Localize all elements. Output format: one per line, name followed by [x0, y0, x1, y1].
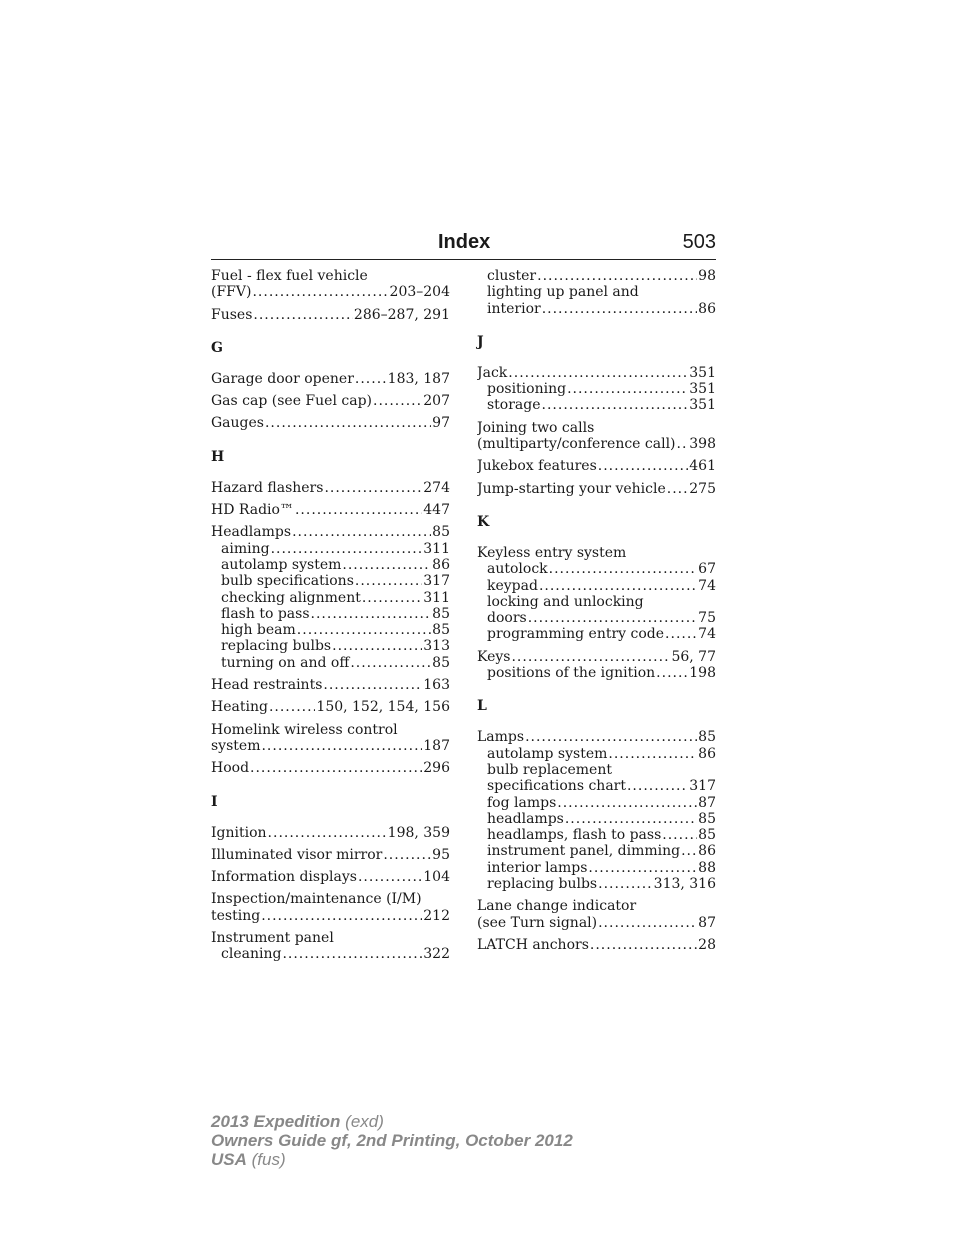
index-term: replacing bulbs	[487, 876, 598, 893]
dot-leader	[542, 397, 689, 413]
dot-leader	[665, 626, 697, 642]
index-entry-line	[211, 722, 450, 738]
index-term: Keys	[477, 648, 511, 665]
dot-leader	[358, 869, 422, 885]
index-subentry-line	[477, 284, 716, 300]
index-subentry-line	[477, 860, 716, 876]
index-entry	[211, 699, 450, 715]
index-term: LATCH anchors	[477, 936, 589, 953]
index-term: Heating	[211, 699, 268, 716]
index-entry	[477, 649, 716, 682]
index-subentry-line	[477, 381, 716, 397]
index-term: Homelink wireless control	[211, 721, 398, 738]
index-term: Gauges	[211, 415, 264, 432]
index-term: (see Turn signal)	[477, 914, 598, 931]
index-page-ref: 86	[432, 556, 450, 573]
index-term: Instrument panel	[211, 930, 334, 947]
index-entry-line	[211, 699, 450, 715]
index-page-ref: 398	[689, 436, 716, 453]
index-subentry-line	[477, 397, 716, 413]
dot-leader	[656, 665, 688, 681]
index-term: positioning	[487, 381, 567, 398]
index-entry-line	[477, 365, 716, 381]
index-entry	[211, 760, 450, 776]
index-page-ref: 311	[423, 589, 450, 606]
index-term: specifications chart	[487, 778, 626, 795]
index-entry-line	[477, 649, 716, 665]
index-term: (multiparty/conference call)	[477, 436, 676, 453]
index-term: programming entry code	[487, 626, 665, 643]
dot-leader	[677, 436, 689, 452]
dot-leader	[525, 729, 697, 745]
dot-leader	[269, 699, 315, 715]
index-column-right	[477, 268, 716, 959]
index-entry-line	[477, 898, 716, 914]
index-entry-line	[211, 268, 450, 284]
index-entry	[211, 393, 450, 409]
index-page-ref: 447	[423, 502, 450, 519]
dot-leader	[373, 393, 422, 409]
index-subentry-line	[477, 778, 716, 794]
index-page-ref: 56, 77	[671, 648, 716, 665]
index-term: aiming	[221, 540, 270, 557]
index-term: positions of the ignition	[487, 665, 656, 682]
index-term: Hood	[211, 760, 250, 777]
index-term: instrument panel, dimming	[487, 843, 681, 860]
index-page-ref: 88	[698, 859, 716, 876]
index-entry	[211, 869, 450, 885]
index-subentry-line	[477, 665, 716, 681]
index-entry	[211, 524, 450, 671]
index-term: bulb replacement	[487, 761, 612, 778]
index-term: Jump-starting your vehicle	[477, 480, 666, 497]
index-entry	[211, 371, 450, 387]
index-subentry-line	[211, 638, 450, 654]
index-subentry-line	[477, 827, 716, 843]
index-term: testing	[211, 907, 261, 924]
dot-leader	[588, 860, 697, 876]
index-page-ref: 317	[689, 778, 716, 795]
index-page-ref: 461	[689, 458, 716, 475]
index-page-ref: 322	[423, 946, 450, 963]
index-term: keypad	[487, 577, 538, 594]
index-page-ref: 98	[698, 268, 716, 284]
index-section-letter: J	[477, 333, 484, 350]
index-subentry-line	[477, 610, 716, 626]
index-subentry-line	[477, 843, 716, 859]
index-entry-line	[211, 677, 450, 693]
index-page-ref: 86	[698, 300, 716, 317]
index-entry-line	[211, 284, 450, 300]
index-section-letter: I	[211, 793, 218, 810]
dot-leader	[549, 561, 698, 577]
index-page-ref: 28	[698, 936, 716, 953]
index-page-ref: 74	[698, 626, 716, 643]
index-subentry-line	[211, 622, 450, 638]
index-term: Hazard flashers	[211, 479, 324, 496]
index-term: HD Radio™	[211, 502, 294, 519]
dot-leader	[508, 365, 688, 381]
index-entry-line	[211, 760, 450, 776]
dot-leader	[537, 268, 697, 284]
index-subentry-line	[477, 594, 716, 610]
dot-leader	[253, 307, 353, 323]
dot-leader	[342, 557, 431, 573]
index-page-ref: 317	[423, 573, 450, 590]
index-subentry-line	[477, 746, 716, 762]
dot-leader	[557, 795, 697, 811]
index-page-ref: 87	[698, 914, 716, 931]
index-subentry-line	[477, 268, 716, 284]
dot-leader	[662, 827, 697, 843]
index-term: Fuses	[211, 306, 253, 323]
index-term: headlamps, flash to pass	[487, 827, 662, 844]
index-term: interior	[487, 300, 541, 317]
dot-leader	[268, 825, 387, 841]
dot-leader	[355, 573, 422, 589]
index-page-ref: 183, 187	[387, 370, 450, 387]
index-term: Illuminated visor mirror	[211, 846, 383, 863]
index-entry	[477, 365, 716, 414]
index-term: replacing bulbs	[221, 638, 332, 655]
dot-leader	[292, 524, 431, 540]
index-page-ref: 296	[423, 760, 450, 777]
index-page-ref: 187	[423, 737, 450, 754]
index-section-letter: G	[211, 339, 223, 356]
index-page-ref: 351	[689, 364, 716, 381]
index-page-ref: 198	[689, 665, 716, 682]
page-header	[211, 229, 716, 260]
index-page-ref: 286–287, 291	[353, 306, 450, 323]
index-entry	[211, 415, 450, 431]
index-entry-line	[211, 738, 450, 754]
dot-leader	[355, 371, 387, 387]
index-page-ref: 351	[689, 381, 716, 398]
index-page-ref: 85	[432, 524, 450, 541]
dot-leader	[598, 876, 653, 892]
index-entry-line	[211, 480, 450, 496]
index-entry	[477, 937, 716, 953]
index-entry-line	[211, 371, 450, 387]
dot-leader	[265, 415, 431, 431]
index-entry-line	[211, 307, 450, 323]
index-entry-line	[211, 825, 450, 841]
index-term: turning on and off	[221, 654, 350, 671]
index-term: Inspection/maintenance (I/M)	[211, 891, 422, 908]
footer-line-1: 2013 Expedition (exd)	[211, 1112, 384, 1131]
index-term: (FFV)	[211, 284, 252, 301]
index-term: flash to pass	[221, 605, 310, 622]
dot-leader	[511, 649, 670, 665]
index-term: Lamps	[477, 729, 525, 746]
index-entry-line	[211, 891, 450, 907]
index-subentry-line	[477, 811, 716, 827]
index-entry-line	[477, 420, 716, 436]
index-entry	[477, 729, 716, 892]
index-subentry-line	[477, 626, 716, 642]
footer-line-3: USA (fus)	[211, 1150, 286, 1169]
index-entry	[211, 825, 450, 841]
index-subentry-line	[477, 876, 716, 892]
index-page-ref: 104	[423, 869, 450, 886]
index-page-ref: 85	[698, 729, 716, 746]
index-term: Keyless entry system	[477, 544, 627, 561]
index-entry-line	[211, 393, 450, 409]
index-entry	[211, 930, 450, 963]
index-entry	[211, 847, 450, 863]
index-page-ref: 74	[698, 577, 716, 594]
index-term: lighting up panel and	[487, 284, 639, 301]
index-term: locking and unlocking	[487, 593, 644, 610]
dot-leader	[608, 746, 697, 762]
index-page-ref: 86	[698, 843, 716, 860]
index-page-ref: 351	[689, 397, 716, 414]
index-entry	[211, 307, 450, 323]
index-section-letter: L	[477, 698, 487, 715]
index-subentry-line	[211, 606, 450, 622]
index-entry-line	[211, 869, 450, 885]
index-page-ref: 163	[423, 677, 450, 694]
index-subentry-line	[211, 946, 450, 962]
index-term: system	[211, 737, 261, 754]
index-term: cluster	[487, 268, 537, 284]
index-page-ref: 313	[423, 638, 450, 655]
dot-leader	[598, 458, 689, 474]
index-entry-line	[211, 847, 450, 863]
index-entry	[477, 545, 716, 643]
index-page-ref: 274	[423, 479, 450, 496]
dot-leader	[252, 284, 388, 300]
index-subentry-line	[211, 655, 450, 671]
dot-leader	[350, 655, 431, 671]
index-term: Fuel - flex fuel vehicle	[211, 268, 368, 284]
index-entry-line	[477, 937, 716, 953]
index-entry-line	[477, 481, 716, 497]
index-page-ref: 86	[698, 745, 716, 762]
index-term: headlamps	[487, 810, 564, 827]
index-term: bulb specifications	[221, 573, 354, 590]
index-term: Headlamps	[211, 524, 292, 541]
index-term: Information displays	[211, 869, 357, 886]
index-entry	[477, 420, 716, 453]
index-entry-line	[477, 545, 716, 561]
dot-leader	[311, 606, 432, 622]
dot-leader	[295, 502, 422, 518]
dot-leader	[565, 811, 697, 827]
index-term: autolock	[487, 561, 548, 578]
dot-leader	[567, 381, 688, 397]
index-entry-line	[477, 436, 716, 452]
index-term: Joining two calls	[477, 419, 595, 436]
index-subentry-line	[477, 578, 716, 594]
index-term: Lane change indicator	[477, 898, 637, 915]
dot-leader	[323, 677, 422, 693]
index-entry	[211, 722, 450, 755]
index-subentry-line	[211, 590, 450, 606]
dot-leader	[598, 915, 697, 931]
index-entry-line	[477, 458, 716, 474]
index-term: Head restraints	[211, 677, 323, 694]
index-page-ref: 203–204	[389, 284, 450, 301]
index-page-ref: 150, 152, 154, 156	[316, 699, 450, 716]
index-term: doors	[487, 610, 527, 627]
index-subentry-line	[211, 541, 450, 557]
index-entry-line	[477, 915, 716, 931]
index-term: high beam	[221, 622, 296, 639]
dot-leader	[667, 481, 688, 497]
index-page-ref: 67	[698, 561, 716, 578]
index-page-ref: 75	[698, 610, 716, 627]
index-entry-line	[211, 415, 450, 431]
page-footer	[211, 1112, 573, 1169]
index-entry-line	[211, 908, 450, 924]
dot-leader	[297, 622, 431, 638]
dot-leader	[539, 578, 697, 594]
index-entry	[477, 898, 716, 931]
index-entry	[211, 891, 450, 924]
index-page-ref: 198, 359	[387, 824, 450, 841]
page-number: 503	[682, 231, 716, 253]
index-page-ref: 85	[698, 827, 716, 844]
dot-leader	[362, 590, 422, 606]
index-term: Gas cap (see Fuel cap)	[211, 393, 372, 410]
index-subentry-line	[211, 573, 450, 589]
index-entry	[211, 480, 450, 496]
index-section-letter: H	[211, 448, 225, 465]
index-term: autolamp system	[221, 556, 342, 573]
dot-leader	[542, 301, 697, 317]
index-page-ref: 85	[432, 622, 450, 639]
index-page-ref: 207	[423, 393, 450, 410]
dot-leader	[261, 908, 422, 924]
index-term: cleaning	[221, 946, 282, 963]
page-title: Index	[438, 231, 491, 253]
index-page-ref: 212	[423, 907, 450, 924]
index-entry	[477, 481, 716, 497]
index-term: storage	[487, 397, 541, 414]
index-entry-line	[211, 502, 450, 518]
index-entry-line	[477, 729, 716, 745]
index-subentry-line	[477, 301, 716, 317]
dot-leader	[332, 638, 422, 654]
index-term: checking alignment	[221, 589, 361, 606]
index-page-ref: 97	[432, 415, 450, 432]
index-page-ref: 95	[432, 846, 450, 863]
dot-leader	[528, 610, 697, 626]
dot-leader	[282, 946, 422, 962]
index-page-ref: 85	[432, 654, 450, 671]
index-entry-line	[211, 930, 450, 946]
index-subentry-line	[477, 561, 716, 577]
index-entry-line	[211, 524, 450, 540]
index-page-ref: 275	[689, 480, 716, 497]
index-subentry-line	[477, 762, 716, 778]
footer-line-2: Owners Guide gf, 2nd Printing, October 2012	[211, 1131, 573, 1150]
index-term: Jukebox features	[477, 458, 597, 475]
dot-leader	[681, 843, 697, 859]
index-subentry-line	[211, 557, 450, 573]
dot-leader	[271, 541, 423, 557]
index-term: Ignition	[211, 824, 267, 841]
index-page-ref: 313, 316	[653, 876, 716, 893]
index-entry	[477, 268, 716, 317]
dot-leader	[590, 937, 697, 953]
dot-leader	[383, 847, 431, 863]
index-term: interior lamps	[487, 859, 588, 876]
index-page-ref: 85	[432, 605, 450, 622]
index-subentry-line	[477, 795, 716, 811]
index-term: Jack	[477, 364, 508, 381]
index-term: autolamp system	[487, 745, 608, 762]
index-entry	[211, 502, 450, 518]
index-column-left	[211, 268, 450, 969]
index-term: Garage door opener	[211, 370, 354, 387]
dot-leader	[324, 480, 422, 496]
dot-leader	[250, 760, 422, 776]
index-page-ref: 87	[698, 794, 716, 811]
index-entry	[477, 458, 716, 474]
index-section-letter: K	[477, 513, 490, 530]
dot-leader	[261, 738, 422, 754]
index-term: fog lamps	[487, 794, 557, 811]
index-entry	[211, 268, 450, 301]
index-entry	[211, 677, 450, 693]
index-page-ref: 311	[423, 540, 450, 557]
index-page-ref: 85	[698, 810, 716, 827]
dot-leader	[627, 778, 688, 794]
